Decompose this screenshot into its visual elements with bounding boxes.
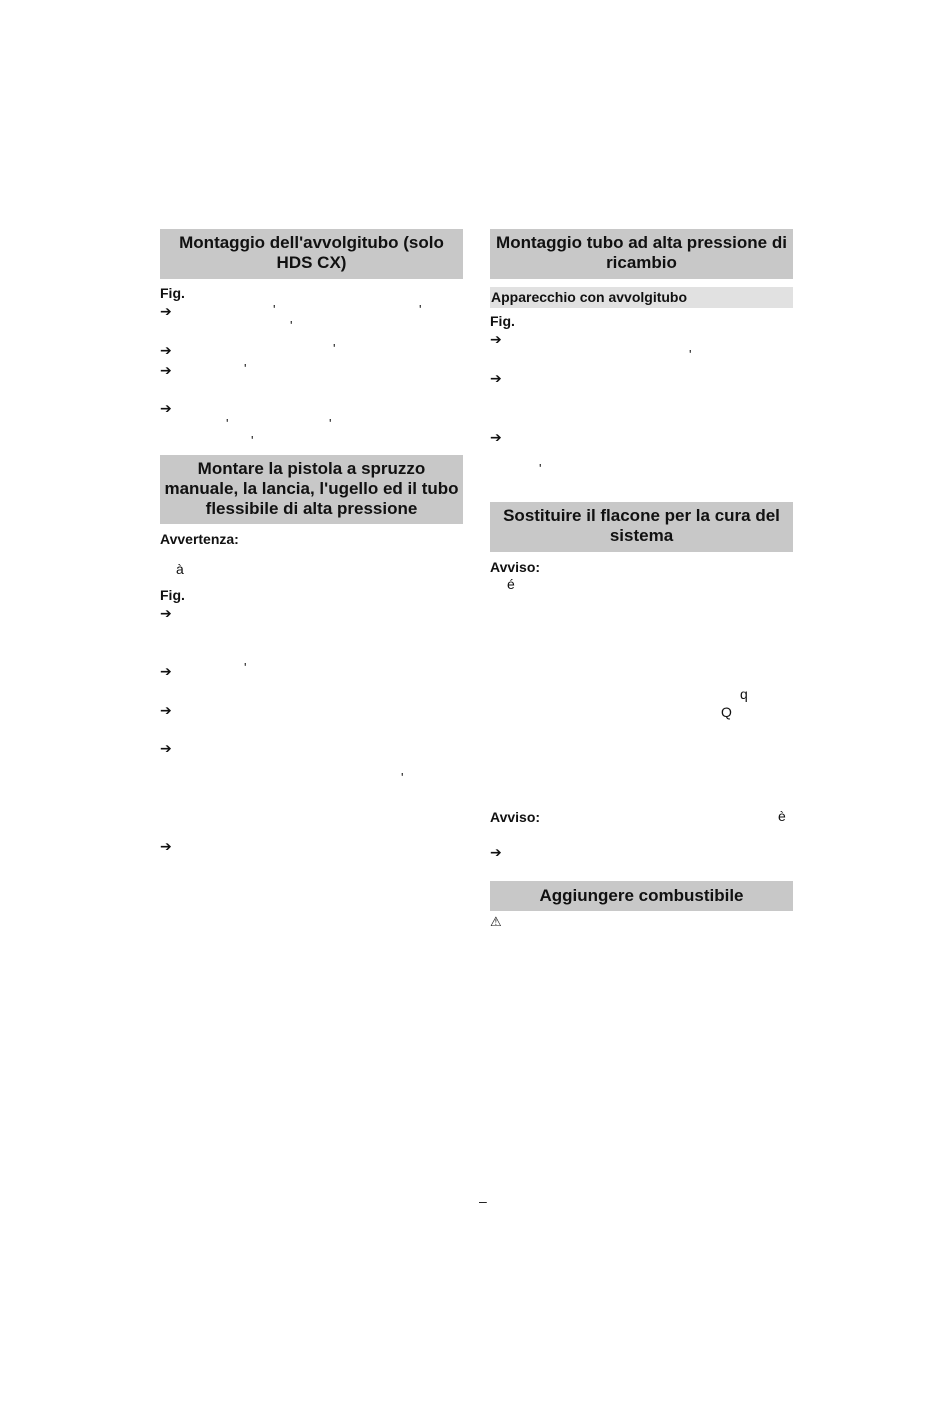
notice-label: Avviso:: [490, 809, 541, 825]
step-item: [160, 400, 463, 455]
arrow-bullet-icon: ➔: [490, 331, 502, 347]
notice-label: Avviso:: [490, 559, 541, 575]
step-item: [490, 844, 793, 881]
apostrophe-mark: ': [226, 416, 229, 431]
arrow-bullet-icon: ➔: [160, 663, 172, 679]
step-item: [160, 660, 463, 702]
step-item: [160, 342, 463, 362]
arrow-bullet-icon: ➔: [160, 838, 172, 854]
step-item: [160, 362, 463, 400]
arrow-bullet-icon: ➔: [160, 702, 172, 718]
apostrophe-mark: ': [290, 318, 293, 333]
arrow-bullet-icon: ➔: [160, 303, 172, 319]
apostrophe-mark: ': [251, 433, 254, 448]
arrow-bullet-icon: ➔: [160, 362, 172, 378]
notice-glyph: Q: [721, 704, 732, 720]
page-footer-mark: –: [479, 1193, 487, 1209]
apostrophe-mark: ': [333, 341, 336, 356]
apostrophe-mark: ': [539, 461, 542, 476]
section-heading-spray-gun-mounting: Montare la pistola a spruzzo manuale, la lancia, l'ugello ed il tubo flessibile di alta pressione: [160, 455, 463, 524]
subheading-hose-reel-unit: Apparecchio con avvolgitubo: [490, 287, 793, 308]
note-body: [160, 548, 463, 586]
arrow-bullet-icon: ➔: [160, 342, 172, 358]
step-item: [160, 303, 463, 342]
warning-row: [490, 911, 793, 933]
section-heading-hose-reel-mounting: Montaggio dell'avvolgitubo (solo HDS CX): [160, 229, 463, 279]
arrow-bullet-icon: ➔: [160, 400, 172, 416]
notice-glyph: è: [778, 808, 786, 824]
section-heading-replacement-hose: Montaggio tubo ad alta pressione di ricambio: [490, 229, 793, 279]
step-item: [160, 702, 463, 740]
arrow-bullet-icon: ➔: [490, 370, 502, 386]
figure-label: Fig.: [160, 285, 185, 301]
figure-label: Fig.: [160, 587, 185, 603]
left-column: [160, 229, 463, 858]
apostrophe-mark: ': [401, 770, 404, 785]
apostrophe-mark: ': [419, 302, 422, 317]
step-item: [490, 429, 793, 502]
figure-label: Fig.: [490, 313, 515, 329]
apostrophe-mark: ': [244, 361, 247, 376]
arrow-bullet-icon: ➔: [160, 740, 172, 756]
apostrophe-mark: ': [273, 302, 276, 317]
arrow-bullet-icon: ➔: [490, 429, 502, 445]
right-column: [490, 229, 793, 933]
apostrophe-mark: ': [689, 347, 692, 362]
note-glyph: à: [176, 561, 184, 577]
warning-triangle-icon: ⚠: [490, 915, 502, 930]
apostrophe-mark: ': [329, 416, 332, 431]
step-item: [490, 370, 793, 429]
notice-glyph: q: [740, 686, 748, 702]
section-heading-add-fuel: Aggiungere combustibile: [490, 881, 793, 911]
note-label: Avvertenza:: [160, 531, 239, 547]
step-item: [490, 331, 793, 370]
arrow-bullet-icon: ➔: [490, 844, 502, 860]
section-heading-system-care-bottle: Sostituire il flacone per la cura del sistema: [490, 502, 793, 552]
step-item: [160, 605, 463, 663]
arrow-bullet-icon: ➔: [160, 605, 172, 621]
apostrophe-mark: ': [244, 660, 247, 675]
step-item: [160, 838, 463, 858]
step-item: [160, 740, 463, 838]
notice-body: [490, 576, 793, 808]
notice-row: [490, 808, 793, 844]
notice-glyph: é: [507, 576, 515, 592]
